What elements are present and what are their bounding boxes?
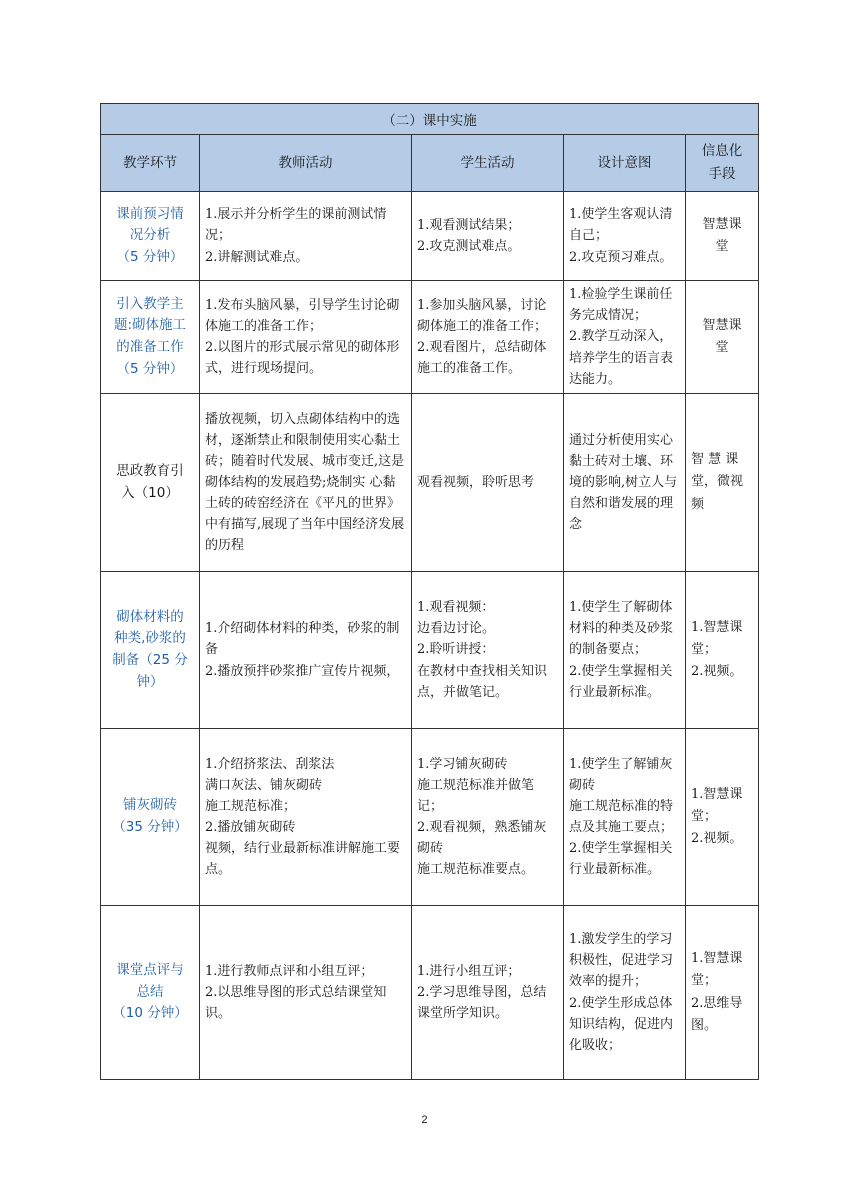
teacher-activity-cell-line: 1.介绍砌体材料的种类，砂浆的制备 <box>205 621 400 658</box>
page-number: 2 <box>421 1114 428 1126</box>
student-activity-cell-line: 施工规范标准要点。 <box>417 862 535 878</box>
stage-cell-line: 铺灰砌砖 <box>123 797 177 814</box>
info-tool-cell <box>686 281 759 394</box>
design-intent-cell-line: 1.使学生客观认清自己； <box>569 207 673 244</box>
stage-cell-line: （35 分钟） <box>112 819 188 835</box>
info-tool-cell <box>686 906 759 1080</box>
student-activity-cell-line: 在教材中查找相关知识点，并做笔记。 <box>417 663 548 700</box>
teacher-activity-cell-line: 1.展示并分析学生的课前测试情况； <box>205 207 387 244</box>
info-tool-cell <box>686 729 759 906</box>
stage-cell-line: 总结 <box>136 983 164 1000</box>
stage-cell-line: 思政教育引 <box>116 462 184 479</box>
teacher-activity-cell <box>200 572 412 729</box>
teacher-activity-cell-line: 2.以图片的形式展示常见的砌体形式，进行现场提问。 <box>205 340 400 377</box>
stage-cell-line: 的准备工作 <box>116 339 184 355</box>
table-row <box>101 394 759 572</box>
header-intent: 设计意图 <box>564 135 686 192</box>
stage-cell <box>101 729 200 906</box>
design-intent-cell-line: 1.检验学生课前任务完成情况； <box>569 287 673 324</box>
design-intent-cell-line: 2.攻克预习难点。 <box>569 249 673 265</box>
teacher-activity-cell-line: 1.发布头脑风暴，引导学生讨论砌体施工的准备工作； <box>205 297 400 334</box>
stage-cell <box>101 192 200 281</box>
stage-cell <box>101 906 200 1080</box>
teaching-plan-table <box>100 103 759 1080</box>
info-tool-cell-line: 智慧课 <box>702 317 742 333</box>
student-activity-cell-line: 2.观看图片，总结砌体施工的准备工作。 <box>417 340 547 377</box>
student-activity-cell <box>412 281 564 394</box>
info-tool-cell-line: 堂 <box>715 340 729 355</box>
teacher-activity-cell-line: 播放视频，切入点砌体结构中的选材，逐渐禁止和限制使用实心黏土砖；随着时代发展、城市变迁,这是砌体结构的发展趋势;烧制实 心黏土砖的砖窑经济在《平凡的世界》 中有描写,展现了当年中国经济发展的历程 <box>205 411 405 554</box>
student-activity-cell-line: 1.参加头脑风暴，讨论砌体施工的准备工作； <box>417 297 548 334</box>
design-intent-cell-line: 1.激发学生的学习积极性，促进学习效率的提升； <box>569 932 674 990</box>
info-tool-cell <box>686 572 759 729</box>
stage-cell-line: （5 分钟） <box>116 360 184 377</box>
stage-cell-line: 钟） <box>136 673 164 690</box>
student-activity-cell-line: 观看视频，聆听思考 <box>417 474 535 490</box>
info-tool-cell-line: 堂； <box>691 641 718 657</box>
teacher-activity-cell <box>200 906 412 1080</box>
design-intent-cell-line: 2.教学互动深入，培养学生的语言表达能力。 <box>569 329 674 387</box>
design-intent-cell-line: 2.使学生掌握相关行业最新标准。 <box>569 663 673 700</box>
table-row <box>101 729 759 906</box>
teacher-activity-cell-line: 2.播放预拌砂浆推广宣传片视频， <box>205 663 400 679</box>
design-intent-cell-line: 2.使学生掌握相关行业最新标准。 <box>569 841 673 878</box>
student-activity-cell-line: 施工规范标准并做笔记； <box>417 777 535 814</box>
info-tool-cell-line: 堂； <box>691 808 718 824</box>
info-tool-cell <box>686 192 759 281</box>
info-tool-cell-line: 堂 <box>715 239 729 254</box>
info-tool-cell-line: 频 <box>691 496 705 512</box>
info-tool-cell-line: 堂； <box>691 973 718 989</box>
info-tool-cell-line: 图。 <box>691 1017 718 1033</box>
design-intent-cell <box>564 906 686 1080</box>
stage-cell-line: （5 分钟） <box>116 248 184 265</box>
student-activity-cell <box>412 729 564 906</box>
teacher-activity-cell-line: 视频，结行业最新标准讲解施工要点。 <box>205 841 401 878</box>
info-tool-cell-line: 1.智慧课 <box>691 619 743 635</box>
stage-cell-line: （10 分钟） <box>112 1005 188 1022</box>
stage-cell-line: 课堂点评与 <box>116 962 184 979</box>
teacher-activity-cell-line: 2.播放铺灰砌砖 <box>205 820 296 835</box>
section-title: （二）课中实施 <box>101 104 759 135</box>
info-tool-cell-line: 智慧课 <box>702 216 742 232</box>
design-intent-cell <box>564 192 686 281</box>
info-tool-cell-line: 1.智慧课 <box>691 786 743 802</box>
stage-cell-line: 种类,砂浆的 <box>114 630 186 647</box>
header-teacher: 教师活动 <box>200 135 412 192</box>
student-activity-cell <box>412 906 564 1080</box>
stage-cell <box>101 572 200 729</box>
stage-cell-line: 砌体材料的 <box>116 608 184 625</box>
stage-cell-line: 况分析 <box>129 227 171 244</box>
stage-cell-line: 课前预习情 <box>116 205 184 222</box>
header-stage: 教学环节 <box>101 135 200 192</box>
design-intent-cell-line: 通过分析使用实心黏土砖对土壤、环境的影响,树立人与自然和谐发展的理念 <box>569 432 678 533</box>
table-row <box>101 906 759 1080</box>
design-intent-cell <box>564 729 686 906</box>
teacher-activity-cell-line: 2.讲解测试难点。 <box>205 249 309 265</box>
student-activity-cell-line: 2.攻克测试难点。 <box>417 239 521 254</box>
student-activity-cell-line: 1.学习铺灰砌砖 <box>417 756 508 772</box>
design-intent-cell-line: 1.使学生了解砌体材料的种类及砂浆的制备要点； <box>569 600 674 658</box>
student-activity-cell-line: 1.观看视频： <box>417 600 495 616</box>
info-tool-cell-line: 2.视频。 <box>691 664 743 680</box>
info-tool-cell-line: 1.智慧课 <box>691 951 743 967</box>
student-activity-cell <box>412 192 564 281</box>
student-activity-cell-line: 边看边讨论。 <box>417 621 496 637</box>
info-tool-cell-line: 2.视频。 <box>691 831 743 847</box>
stage-cell-line: 入（10） <box>121 484 179 501</box>
table-row <box>101 572 759 729</box>
student-activity-cell <box>412 572 564 729</box>
stage-cell-line: 引入教学主 <box>116 295 184 312</box>
stage-cell-line: 制备（25 分 <box>112 652 188 668</box>
table-row <box>101 281 759 394</box>
teacher-activity-cell-line: 1.介绍挤浆法、刮浆法 <box>205 756 335 772</box>
teacher-activity-cell <box>200 729 412 906</box>
stage-cell-line: 题:砌体施工 <box>113 317 187 334</box>
table-body <box>101 192 759 1080</box>
student-activity-cell-line: 1.进行小组互评； <box>417 963 521 979</box>
student-activity-cell <box>412 394 564 572</box>
teacher-activity-cell-line: 1.进行教师点评和小组互评； <box>205 963 374 979</box>
info-tool-cell-line: 2.思维导 <box>691 995 743 1011</box>
teacher-activity-cell <box>200 192 412 281</box>
table-row <box>101 192 759 281</box>
design-intent-cell-line: 2.使学生形成总体知识结构，促进内化吸收； <box>569 995 674 1053</box>
student-activity-cell-line: 2.聆听讲授： <box>417 642 495 658</box>
stage-cell <box>101 281 200 394</box>
student-activity-cell-line: 1.观看测试结果； <box>417 217 521 233</box>
header-tool: 信息化手段 <box>686 135 759 192</box>
student-activity-cell-line: 2.观看视频，熟悉铺灰砌砖 <box>417 820 547 857</box>
teacher-activity-cell-line: 满口灰法、铺灰砌砖 <box>205 777 323 793</box>
design-intent-cell <box>564 572 686 729</box>
design-intent-cell-line: 施工规范标准的特点及其施工要点； <box>569 798 674 835</box>
info-tool-cell <box>686 394 759 572</box>
teacher-activity-cell <box>200 394 412 572</box>
teacher-activity-cell <box>200 281 412 394</box>
teacher-activity-cell-line: 2.以思维导图的形式总结课堂知识。 <box>205 984 387 1022</box>
info-tool-cell-line: 堂，微视 <box>691 474 744 490</box>
student-activity-cell-line: 2.学习思维导图，总结课堂所学知识。 <box>417 984 547 1022</box>
header-student: 学生活动 <box>412 135 564 192</box>
design-intent-cell-line: 1.使学生了解铺灰砌砖 <box>569 756 673 793</box>
header-row <box>101 135 759 192</box>
teacher-activity-cell-line: 施工规范标准； <box>205 798 297 814</box>
stage-cell <box>101 394 200 572</box>
info-tool-cell-line: 智 慧 课 <box>691 452 739 468</box>
design-intent-cell <box>564 281 686 394</box>
design-intent-cell <box>564 394 686 572</box>
